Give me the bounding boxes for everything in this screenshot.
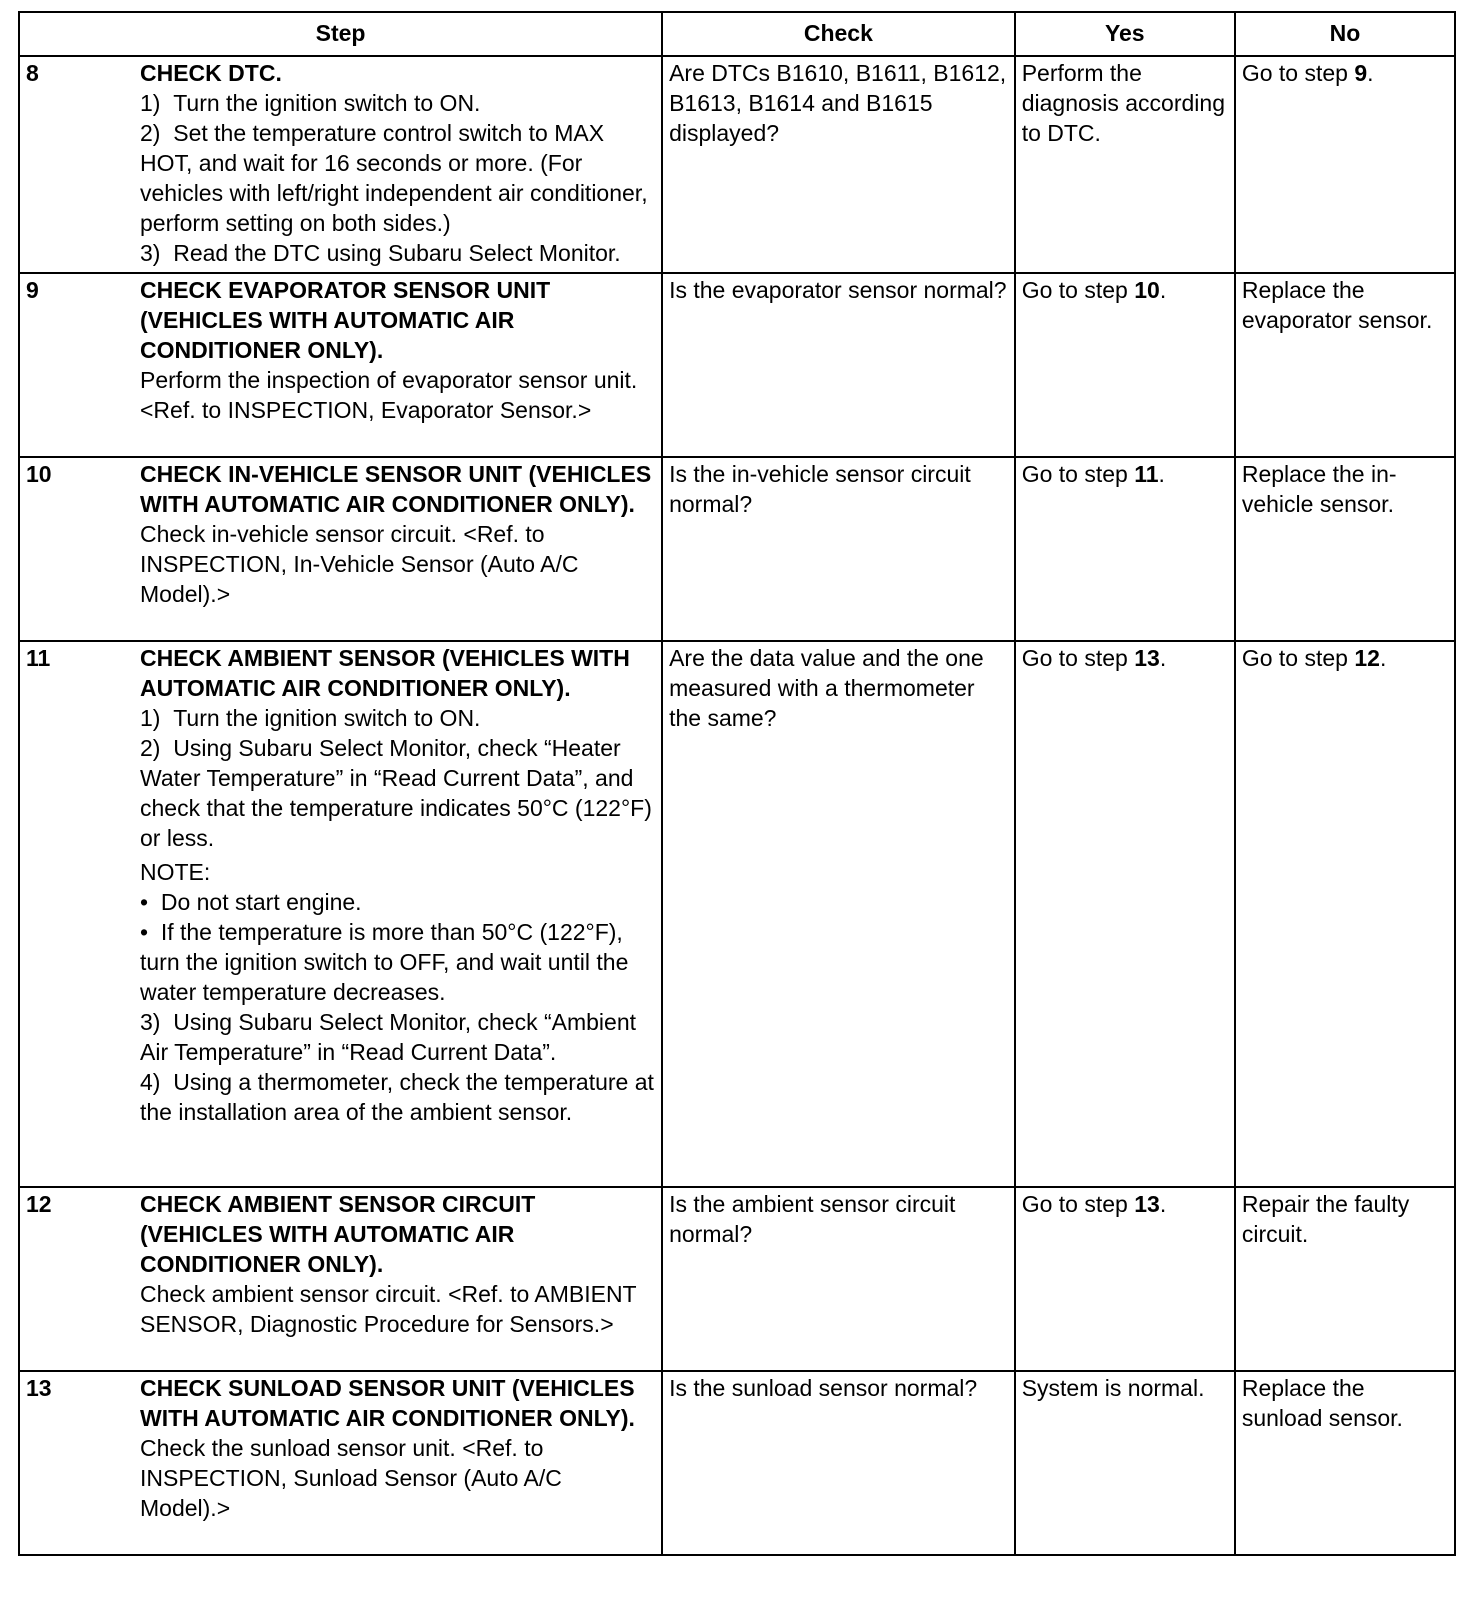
yes-text: Perform the diagnosis according to DTC. — [1021, 60, 1225, 146]
yes-text: System is normal. — [1021, 1375, 1205, 1401]
step-instruction: Check the sunload sensor unit. <Ref. to INSPECTION, Sunload Sensor (Auto A/C Model).> — [140, 1435, 562, 1521]
step-number: 12 — [26, 1191, 52, 1217]
yes-text: Go to step — [1021, 645, 1135, 671]
yes-cell — [1015, 641, 1235, 1187]
header-step: Step — [19, 12, 662, 56]
no-suffix: . — [1367, 60, 1374, 86]
check-cell — [662, 641, 1015, 1187]
no-cell — [1235, 56, 1455, 273]
step-cell — [19, 56, 662, 273]
check-cell — [662, 273, 1015, 457]
step-instruction: 2) Using Subaru Select Monitor, check “Heater Water Temperature” in “Read Current Data”, and check that the temperature indicates 50°C (122°F) or less. — [140, 735, 652, 851]
step-instruction: Perform the inspection of evaporator sensor unit. <Ref. to INSPECTION, Evaporator Sensor.> — [140, 367, 638, 423]
no-text: Repair the faulty circuit. — [1241, 1191, 1410, 1247]
yes-cell — [1015, 273, 1235, 457]
table-header-row — [19, 12, 1455, 56]
table-row — [19, 457, 1455, 641]
no-cell — [1235, 641, 1455, 1187]
step-cell — [19, 1187, 662, 1371]
check-question: Are DTCs B1610, B1611, B1612, B1613, B1614 and B1615 displayed? — [669, 60, 1007, 146]
step-number: 13 — [26, 1375, 52, 1401]
step-title: CHECK IN-VEHICLE SENSOR UNIT (VEHICLES WITH AUTOMATIC AIR CONDITIONER ONLY). — [140, 461, 652, 517]
check-cell — [662, 1187, 1015, 1371]
yes-cell — [1015, 457, 1235, 641]
step-title: CHECK DTC. — [140, 60, 282, 86]
yes-cell — [1015, 1187, 1235, 1371]
step-cell — [19, 273, 662, 457]
step-number: 10 — [26, 461, 52, 487]
header-no: No — [1235, 12, 1455, 56]
step-instruction: 4) Using a thermometer, check the temperature at the installation area of the ambient sensor. — [140, 1069, 654, 1125]
step-cell — [19, 1371, 662, 1555]
step-title: CHECK AMBIENT SENSOR CIRCUIT (VEHICLES WITH AUTOMATIC AIR CONDITIONER ONLY). — [140, 1191, 536, 1277]
step-instruction: 2) Set the temperature control switch to MAX HOT, and wait for 16 seconds or more. (For vehicles with left/right independent air conditioner, perform setting on both sides.) — [140, 120, 648, 236]
note-label: NOTE: — [140, 859, 211, 885]
yes-suffix: . — [1158, 461, 1165, 487]
step-title: CHECK AMBIENT SENSOR (VEHICLES WITH AUTOMATIC AIR CONDITIONER ONLY). — [140, 645, 630, 701]
yes-step-ref: 11 — [1134, 461, 1159, 487]
step-cell — [19, 641, 662, 1187]
no-cell — [1235, 273, 1455, 457]
check-question: Are the data value and the one measured with a thermometer the same? — [669, 645, 984, 731]
yes-text: Go to step — [1021, 1191, 1135, 1217]
step-instruction: Check in-vehicle sensor circuit. <Ref. to INSPECTION, In-Vehicle Sensor (Auto A/C Model).> — [140, 521, 579, 607]
step-instruction: 3) Read the DTC using Subaru Select Monitor. — [140, 240, 621, 266]
step-instruction: 1) Turn the ignition switch to ON. — [140, 90, 481, 116]
table-row — [19, 273, 1455, 457]
step-number: 8 — [26, 60, 39, 86]
no-text: Go to step — [1241, 60, 1355, 86]
yes-suffix: . — [1159, 645, 1167, 671]
no-cell — [1235, 1187, 1455, 1371]
yes-cell — [1015, 1371, 1235, 1555]
table-body — [19, 56, 1455, 1555]
diagnostic-procedure-table — [18, 11, 1456, 1556]
yes-step-ref: 13 — [1134, 645, 1160, 671]
step-cell — [19, 457, 662, 641]
no-text: Go to step — [1241, 645, 1355, 671]
yes-suffix: . — [1159, 277, 1167, 303]
table-row — [19, 641, 1455, 1187]
step-title: CHECK EVAPORATOR SENSOR UNIT (VEHICLES WITH AUTOMATIC AIR CONDITIONER ONLY). — [140, 277, 551, 363]
yes-suffix: . — [1159, 1191, 1167, 1217]
check-question: Is the ambient sensor circuit normal? — [669, 1191, 956, 1247]
step-title: CHECK SUNLOAD SENSOR UNIT (VEHICLES WITH AUTOMATIC AIR CONDITIONER ONLY). — [140, 1375, 635, 1431]
check-question: Is the sunload sensor normal? — [669, 1375, 978, 1401]
no-text: Replace the evaporator sensor. — [1241, 277, 1433, 333]
table-row — [19, 56, 1455, 273]
step-instruction: • Do not start engine. — [140, 889, 362, 915]
no-cell — [1235, 457, 1455, 641]
no-step-ref: 12 — [1354, 645, 1380, 671]
step-instruction: 3) Using Subaru Select Monitor, check “Ambient Air Temperature” in “Read Current Data”. — [140, 1009, 637, 1065]
step-instruction: 1) Turn the ignition switch to ON. — [140, 705, 481, 731]
step-number: 9 — [26, 277, 39, 303]
step-instruction: Check ambient sensor circuit. <Ref. to AMBIENT SENSOR, Diagnostic Procedure for Sensors.> — [140, 1281, 637, 1337]
check-cell — [662, 457, 1015, 641]
check-question: Is the evaporator sensor normal? — [669, 277, 1007, 303]
check-cell — [662, 1371, 1015, 1555]
yes-text: Go to step — [1021, 461, 1135, 487]
no-step-ref: 9 — [1354, 60, 1368, 86]
no-cell — [1235, 1371, 1455, 1555]
check-question: Is the in-vehicle sensor circuit normal? — [669, 461, 971, 517]
check-cell — [662, 56, 1015, 273]
header-yes: Yes — [1015, 12, 1235, 56]
no-suffix: . — [1379, 645, 1387, 671]
step-instruction: • If the temperature is more than 50°C (122°F), turn the ignition switch to OFF, and wait until the water temperature decreases. — [140, 919, 629, 1005]
yes-step-ref: 10 — [1134, 277, 1160, 303]
no-text: Replace the in-vehicle sensor. — [1241, 461, 1397, 517]
table-row — [19, 1371, 1455, 1555]
yes-cell — [1015, 56, 1235, 273]
no-text: Replace the sunload sensor. — [1241, 1375, 1403, 1431]
step-number: 11 — [26, 645, 51, 671]
yes-text: Go to step — [1021, 277, 1135, 303]
header-check: Check — [662, 12, 1015, 56]
yes-step-ref: 13 — [1134, 1191, 1160, 1217]
table-row — [19, 1187, 1455, 1371]
